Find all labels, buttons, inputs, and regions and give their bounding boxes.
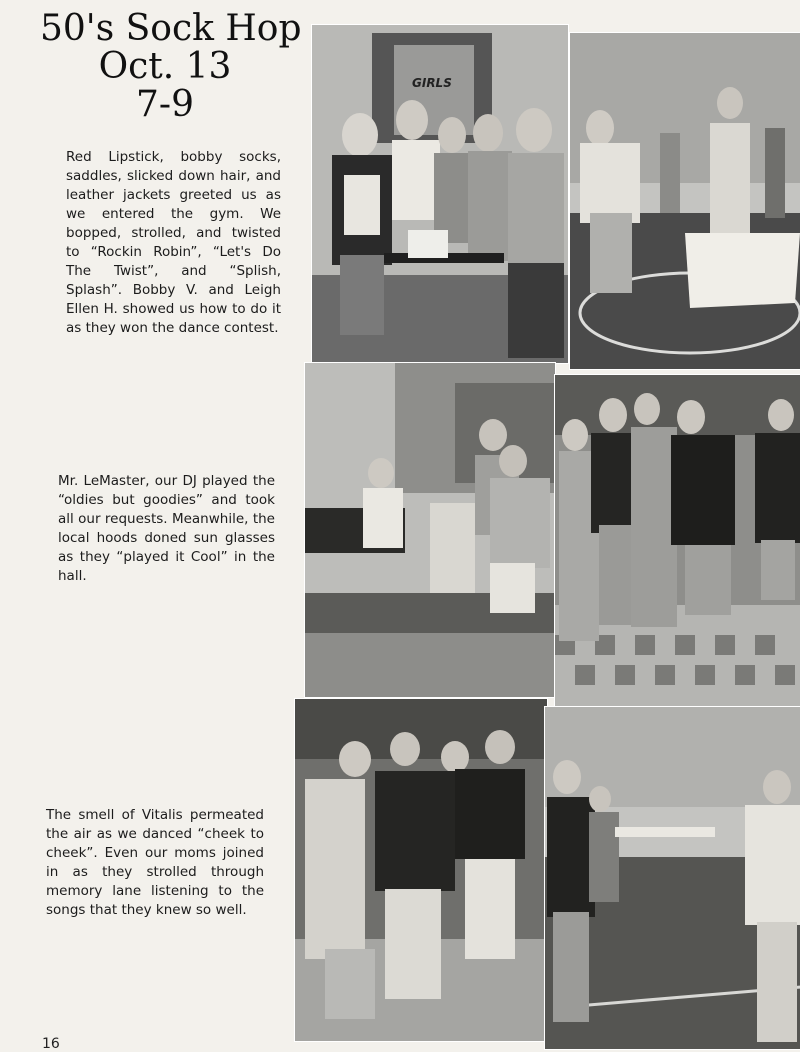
caption-cheek-to-cheek: The smell of Vitalis permeated the air as we danced “cheek to cheek”. Even our moms joined in as they strolled through memory lane listening to the songs that they knew so well. (46, 807, 264, 918)
photo-students-at-table (311, 24, 569, 364)
photo-couple-dancing (544, 706, 800, 1050)
photo-crowd-dancing (294, 698, 548, 1042)
caption-dj: Mr. LeMaster, our DJ played the “oldies but goodies” and took all our requests. Meanwhile, the local hoods doned sun glasses as they “played it Cool” in the hall. (58, 473, 275, 584)
caption-dance-contest: Red Lipstick, bobby socks, saddles, slicked down hair, and leather jackets greeted us as we entered the gym. We bopped, strolled, and twisted to “Rockin Robin”, “Let's Do The Twist”, and “Splish, Splash”. Bobby V. and Leigh Ellen H. showed us how to do it as they won the dance contest. (66, 149, 281, 336)
title-line-date: Oct. 13 (98, 46, 232, 87)
title-line-time: 7-9 (136, 84, 194, 125)
photo-hoods-in-hall (554, 374, 800, 712)
photo-gym-dancers (569, 32, 800, 370)
title-line-event: 50's Sock Hop (40, 8, 302, 49)
page-title (40, 8, 302, 125)
girls-sign-text: GIRLS (412, 76, 452, 90)
photo-dj-stage (304, 362, 556, 698)
page-number: 16 (42, 1036, 60, 1052)
